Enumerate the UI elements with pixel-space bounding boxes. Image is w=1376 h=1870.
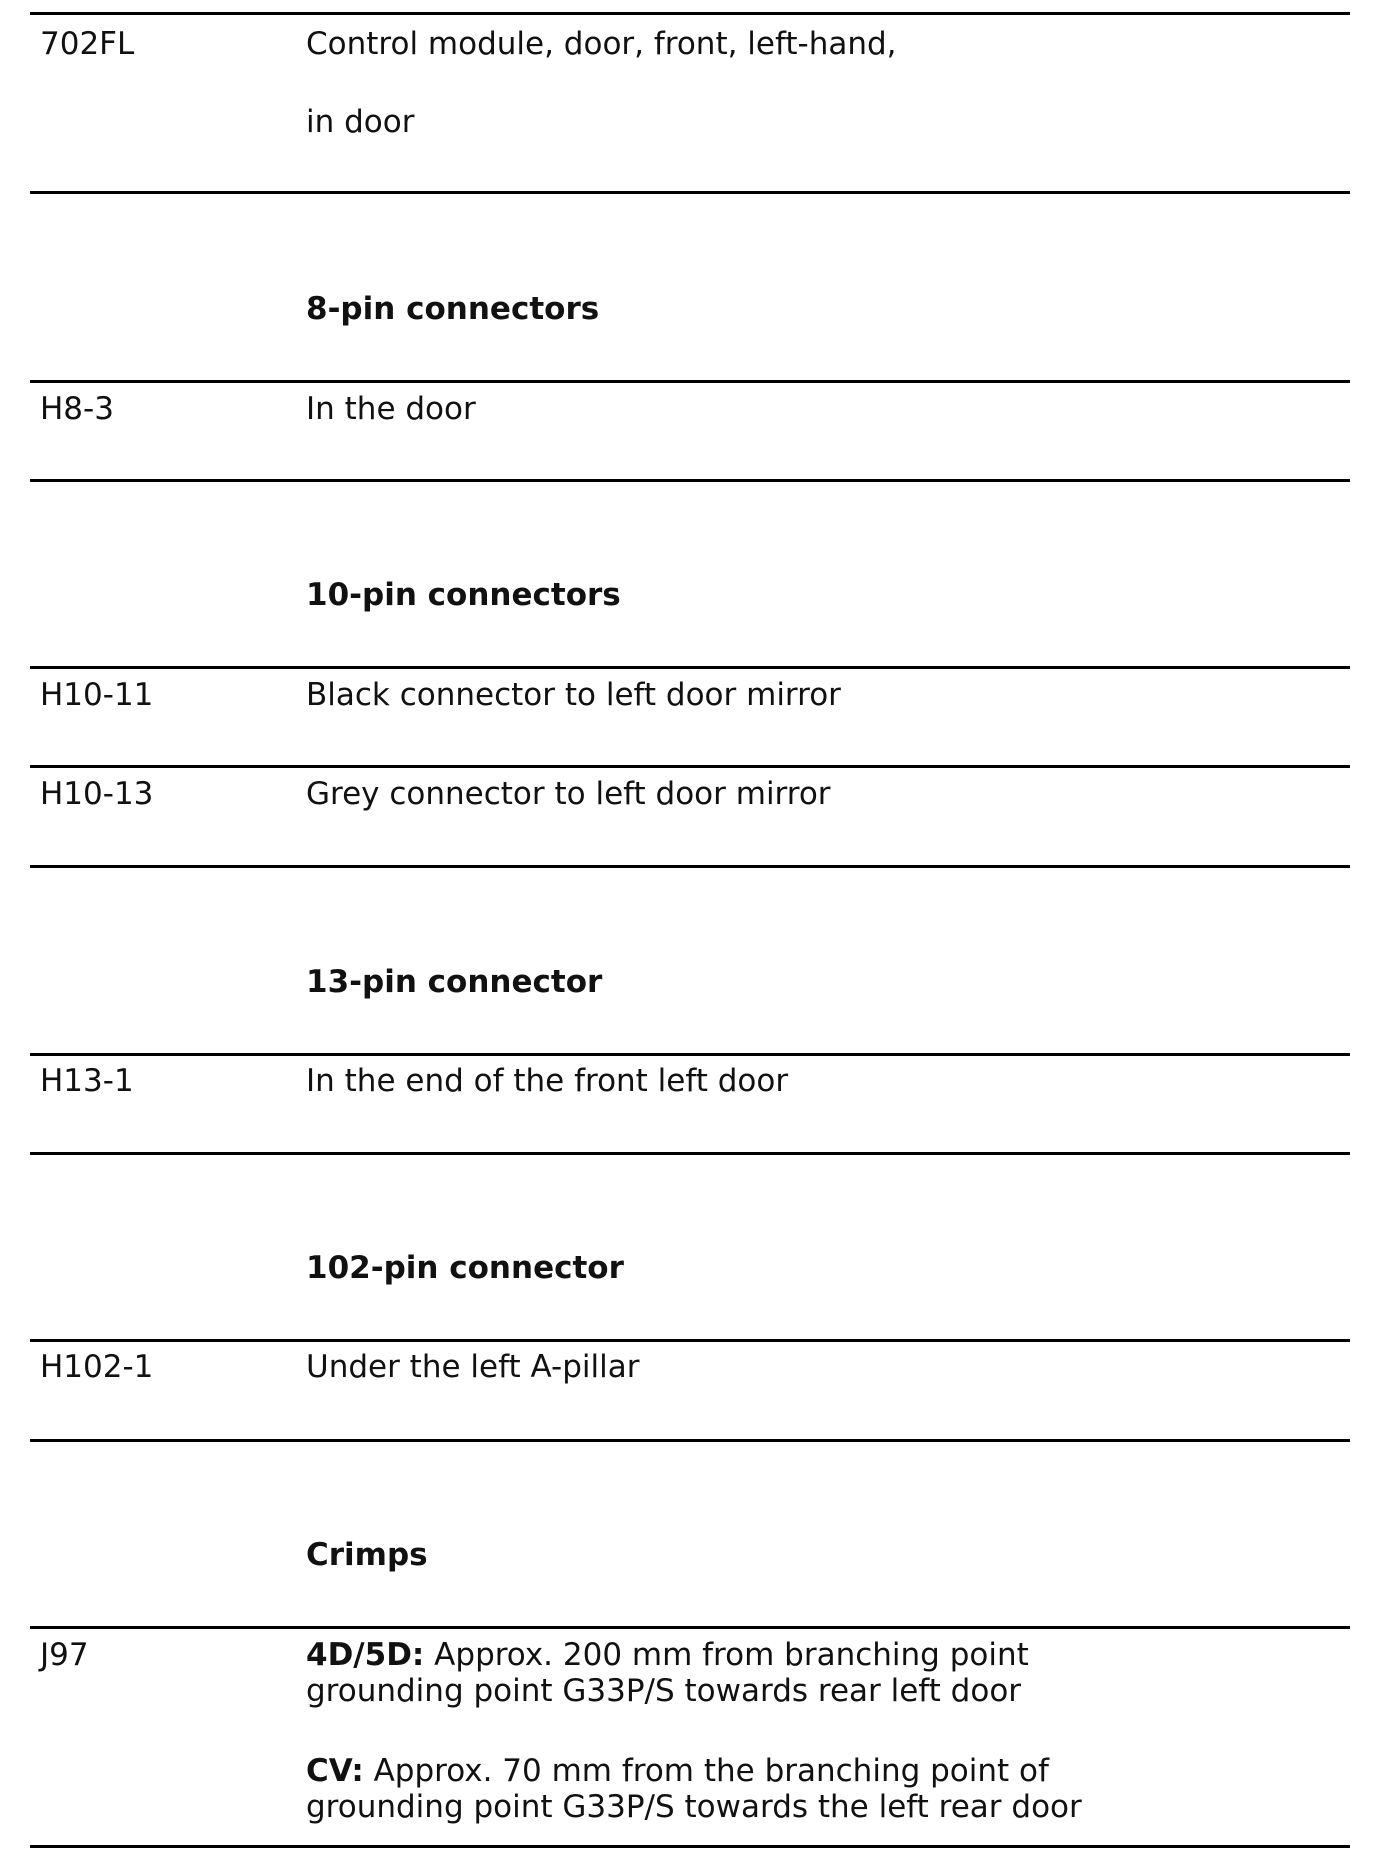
row-description: in door — [306, 104, 415, 140]
row-description: Under the left A-pillar — [306, 1349, 640, 1385]
row-description: In the door — [306, 391, 476, 427]
section-heading: 13-pin connector — [306, 964, 603, 1000]
section-heading: 10-pin connectors — [306, 577, 621, 613]
row-code: H10-13 — [40, 776, 154, 812]
crimp-note-4d5d — [306, 1637, 1029, 1673]
crimp-note-cv — [306, 1753, 1049, 1789]
section-heading: Crimps — [306, 1537, 428, 1573]
row-code: H8-3 — [40, 391, 114, 427]
row-code: H102-1 — [40, 1349, 154, 1385]
row-code: H10-11 — [40, 677, 154, 713]
row-description: Grey connector to left door mirror — [306, 776, 831, 812]
divider — [30, 479, 1350, 482]
note-text: Approx. 200 mm from branching point — [424, 1637, 1029, 1673]
divider — [30, 191, 1350, 194]
note-text: Approx. 70 mm from the branching point of — [363, 1753, 1049, 1789]
section-heading: 102-pin connector — [306, 1250, 624, 1286]
row-description: Black connector to left door mirror — [306, 677, 841, 713]
divider — [30, 666, 1350, 669]
divider — [30, 1339, 1350, 1342]
divider — [30, 1152, 1350, 1155]
divider — [30, 1053, 1350, 1056]
row-description: In the end of the front left door — [306, 1063, 789, 1099]
divider — [30, 1439, 1350, 1442]
section-heading: 8-pin connectors — [306, 291, 600, 327]
divider — [30, 765, 1350, 768]
divider — [30, 865, 1350, 868]
crimp-note-cv-cont: grounding point G33P/S towards the left rear door — [306, 1789, 1082, 1825]
row-code: 702FL — [40, 26, 135, 62]
divider — [30, 12, 1350, 15]
note-label: 4D/5D: — [306, 1637, 425, 1673]
note-label: CV: — [306, 1753, 364, 1789]
row-description: Control module, door, front, left-hand, — [306, 26, 897, 62]
divider — [30, 1626, 1350, 1629]
row-code: J97 — [40, 1637, 89, 1673]
divider — [30, 380, 1350, 383]
crimp-note-4d5d-cont: grounding point G33P/S towards rear left door — [306, 1673, 1022, 1709]
divider — [30, 1845, 1350, 1848]
row-code: H13-1 — [40, 1063, 134, 1099]
